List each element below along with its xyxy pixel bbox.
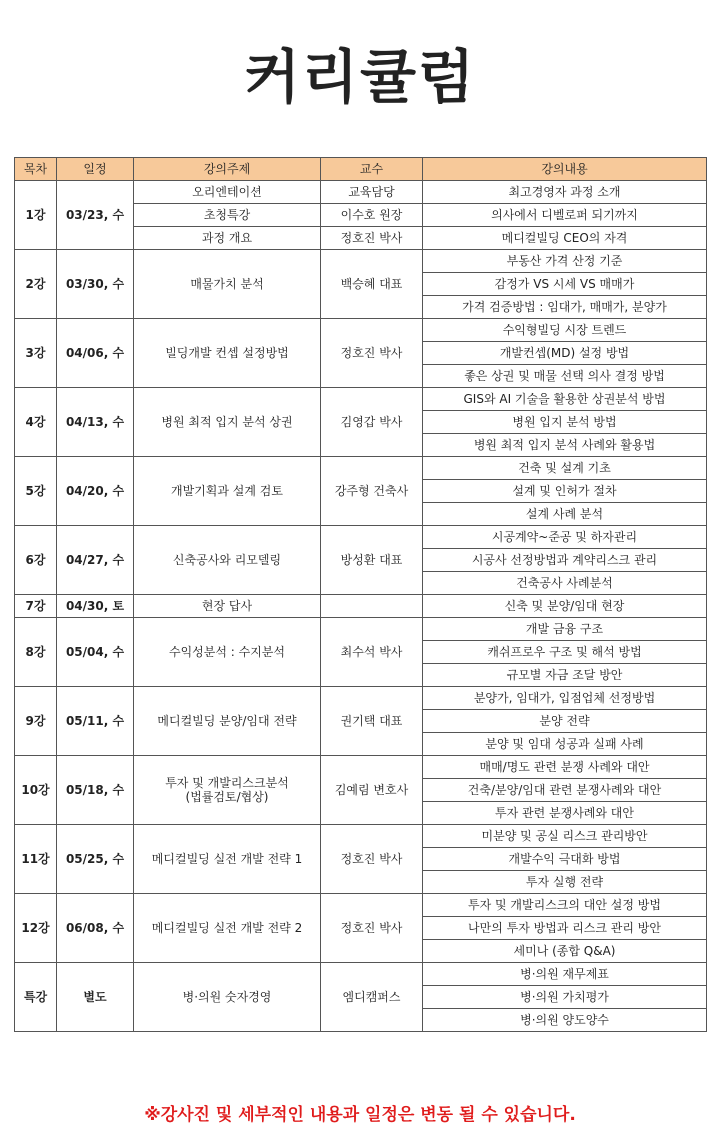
notice-text: ※강사진 및 세부적인 내용과 일정은 변동 될 수 있습니다. xyxy=(144,1105,576,1125)
lecture-professor: 방성환 대표 xyxy=(321,526,423,595)
lecture-no: 7강 xyxy=(15,595,57,618)
lecture-topic: 메디컬빌딩 실전 개발 전략 2 xyxy=(134,894,321,963)
lecture-professor: 이수호 원장 xyxy=(321,204,423,227)
lecture-professor: 정호진 박사 xyxy=(321,894,423,963)
lecture-content: 메디컬빌딩 CEO의 자격 xyxy=(423,227,707,250)
lecture-topic: 빌딩개발 컨셉 설정방법 xyxy=(134,319,321,388)
lecture-date: 04/06, 수 xyxy=(57,319,134,388)
table-row xyxy=(15,319,707,342)
header-content: 강의내용 xyxy=(423,158,707,181)
lecture-content: 투자 관련 분쟁사례와 대안 xyxy=(423,802,707,825)
lecture-content: 규모별 자금 조달 방안 xyxy=(423,664,707,687)
lecture-content: 병·의원 가치평가 xyxy=(423,986,707,1009)
lecture-content: 수익형빌딩 시장 트렌드 xyxy=(423,319,707,342)
header-professor: 교수 xyxy=(321,158,423,181)
table-row xyxy=(15,618,707,641)
lecture-content: 미분양 및 공실 리스크 관리방안 xyxy=(423,825,707,848)
lecture-no: 특강 xyxy=(15,963,57,1032)
lecture-content: 분양 전략 xyxy=(423,710,707,733)
lecture-topic: 초청특강 xyxy=(134,204,321,227)
lecture-topic: 수익성분석 : 수지분석 xyxy=(134,618,321,687)
lecture-professor xyxy=(321,595,423,618)
lecture-no: 1강 xyxy=(15,181,57,250)
lecture-content: 가격 검증방법 : 임대가, 매매가, 분양가 xyxy=(423,296,707,319)
lecture-content: 시공사 선정방법과 계약리스크 관리 xyxy=(423,549,707,572)
lecture-content: 개발수익 극대화 방법 xyxy=(423,848,707,871)
lecture-content: 분양가, 임대가, 입점업체 선정방법 xyxy=(423,687,707,710)
lecture-content: 좋은 상권 및 매물 선택 의사 결정 방법 xyxy=(423,365,707,388)
lecture-topic: 오리엔테이션 xyxy=(134,181,321,204)
lecture-no: 6강 xyxy=(15,526,57,595)
lecture-content: 건축 및 설계 기초 xyxy=(423,457,707,480)
table-row xyxy=(15,687,707,710)
lecture-content: 병원 최적 입지 분석 사례와 활용법 xyxy=(423,434,707,457)
lecture-no: 8강 xyxy=(15,618,57,687)
lecture-professor: 김예림 변호사 xyxy=(321,756,423,825)
lecture-content: 설계 및 인허가 절차 xyxy=(423,480,707,503)
table-row xyxy=(15,457,707,480)
lecture-no: 11강 xyxy=(15,825,57,894)
lecture-professor: 엠디캠퍼스 xyxy=(321,963,423,1032)
table-row xyxy=(15,250,707,273)
table-row xyxy=(15,181,707,204)
table-row xyxy=(15,825,707,848)
curriculum-table xyxy=(14,157,707,1032)
header-row xyxy=(15,158,707,181)
lecture-date: 05/04, 수 xyxy=(57,618,134,687)
lecture-professor: 정호진 박사 xyxy=(321,227,423,250)
table-row xyxy=(15,756,707,779)
lecture-topic: 신축공사와 리모델링 xyxy=(134,526,321,595)
lecture-content: 개발 금융 구조 xyxy=(423,618,707,641)
lecture-content: 감정가 VS 시세 VS 매매가 xyxy=(423,273,707,296)
page-title: 커리큘럼 xyxy=(243,43,477,111)
lecture-professor: 강주형 건축사 xyxy=(321,457,423,526)
lecture-date: 05/11, 수 xyxy=(57,687,134,756)
lecture-content: 세미나 (종합 Q&A) xyxy=(423,940,707,963)
lecture-date: 03/23, 수 xyxy=(57,181,134,250)
lecture-professor: 백승혜 대표 xyxy=(321,250,423,319)
lecture-no: 12강 xyxy=(15,894,57,963)
lecture-content: 투자 실행 전략 xyxy=(423,871,707,894)
lecture-content: 병원 입지 분석 방법 xyxy=(423,411,707,434)
table-row xyxy=(15,894,707,917)
lecture-topic: 과정 개요 xyxy=(134,227,321,250)
lecture-topic-line1: 투자 및 개발리스크분석 xyxy=(165,776,289,790)
lecture-professor: 최수석 박사 xyxy=(321,618,423,687)
lecture-no: 2강 xyxy=(15,250,57,319)
lecture-topic: 메디컬빌딩 실전 개발 전략 1 xyxy=(134,825,321,894)
lecture-content: 최고경영자 과정 소개 xyxy=(423,181,707,204)
table-row xyxy=(15,595,707,618)
lecture-content: 의사에서 디벨로퍼 되기까지 xyxy=(423,204,707,227)
lecture-content: 나만의 투자 방법과 리스크 관리 방안 xyxy=(423,917,707,940)
lecture-date: 05/25, 수 xyxy=(57,825,134,894)
lecture-topic-line2: (법률검토/협상) xyxy=(185,790,269,804)
table-row xyxy=(15,526,707,549)
lecture-date: 04/27, 수 xyxy=(57,526,134,595)
lecture-content: 건축/분양/임대 관련 분쟁사례와 대안 xyxy=(423,779,707,802)
lecture-no: 3강 xyxy=(15,319,57,388)
lecture-no: 10강 xyxy=(15,756,57,825)
lecture-content: 병·의원 재무제표 xyxy=(423,963,707,986)
lecture-professor: 교육담당 xyxy=(321,181,423,204)
lecture-professor: 정호진 박사 xyxy=(321,319,423,388)
lecture-content: 병·의원 양도양수 xyxy=(423,1009,707,1032)
lecture-topic: 현장 답사 xyxy=(134,595,321,618)
lecture-content: 신축 및 분양/임대 현장 xyxy=(423,595,707,618)
lecture-date: 04/13, 수 xyxy=(57,388,134,457)
header-date: 일정 xyxy=(57,158,134,181)
lecture-date: 03/30, 수 xyxy=(57,250,134,319)
lecture-content: 설계 사례 분석 xyxy=(423,503,707,526)
lecture-content: 투자 및 개발리스크의 대안 설정 방법 xyxy=(423,894,707,917)
lecture-content: 부동산 가격 산정 기준 xyxy=(423,250,707,273)
lecture-date: 05/18, 수 xyxy=(57,756,134,825)
lecture-content: 분양 및 임대 성공과 실패 사례 xyxy=(423,733,707,756)
lecture-topic: 매물가치 분석 xyxy=(134,250,321,319)
table-row xyxy=(15,963,707,986)
lecture-topic: 병원 최적 입지 분석 상권 xyxy=(134,388,321,457)
lecture-content: GIS와 AI 기술을 활용한 상권분석 방법 xyxy=(423,388,707,411)
header-topic: 강의주제 xyxy=(134,158,321,181)
lecture-professor: 권기택 대표 xyxy=(321,687,423,756)
lecture-professor: 정호진 박사 xyxy=(321,825,423,894)
table-row xyxy=(15,388,707,411)
header-no: 목차 xyxy=(15,158,57,181)
lecture-content: 시공계약~준공 및 하자관리 xyxy=(423,526,707,549)
lecture-date: 별도 xyxy=(57,963,134,1032)
lecture-date: 04/30, 토 xyxy=(57,595,134,618)
lecture-topic: 메디컬빌딩 분양/임대 전략 xyxy=(134,687,321,756)
lecture-topic: 병·의원 숫자경영 xyxy=(134,963,321,1032)
lecture-content: 매매/명도 관련 분쟁 사례와 대안 xyxy=(423,756,707,779)
lecture-date: 06/08, 수 xyxy=(57,894,134,963)
lecture-topic xyxy=(134,756,321,825)
lecture-topic: 개발기획과 설계 검토 xyxy=(134,457,321,526)
lecture-date: 04/20, 수 xyxy=(57,457,134,526)
lecture-no: 4강 xyxy=(15,388,57,457)
lecture-content: 건축공사 사례분석 xyxy=(423,572,707,595)
lecture-no: 9강 xyxy=(15,687,57,756)
lecture-no: 5강 xyxy=(15,457,57,526)
lecture-content: 캐쉬프로우 구조 및 해석 방법 xyxy=(423,641,707,664)
lecture-content: 개발컨셉(MD) 설정 방법 xyxy=(423,342,707,365)
lecture-professor: 김영갑 박사 xyxy=(321,388,423,457)
